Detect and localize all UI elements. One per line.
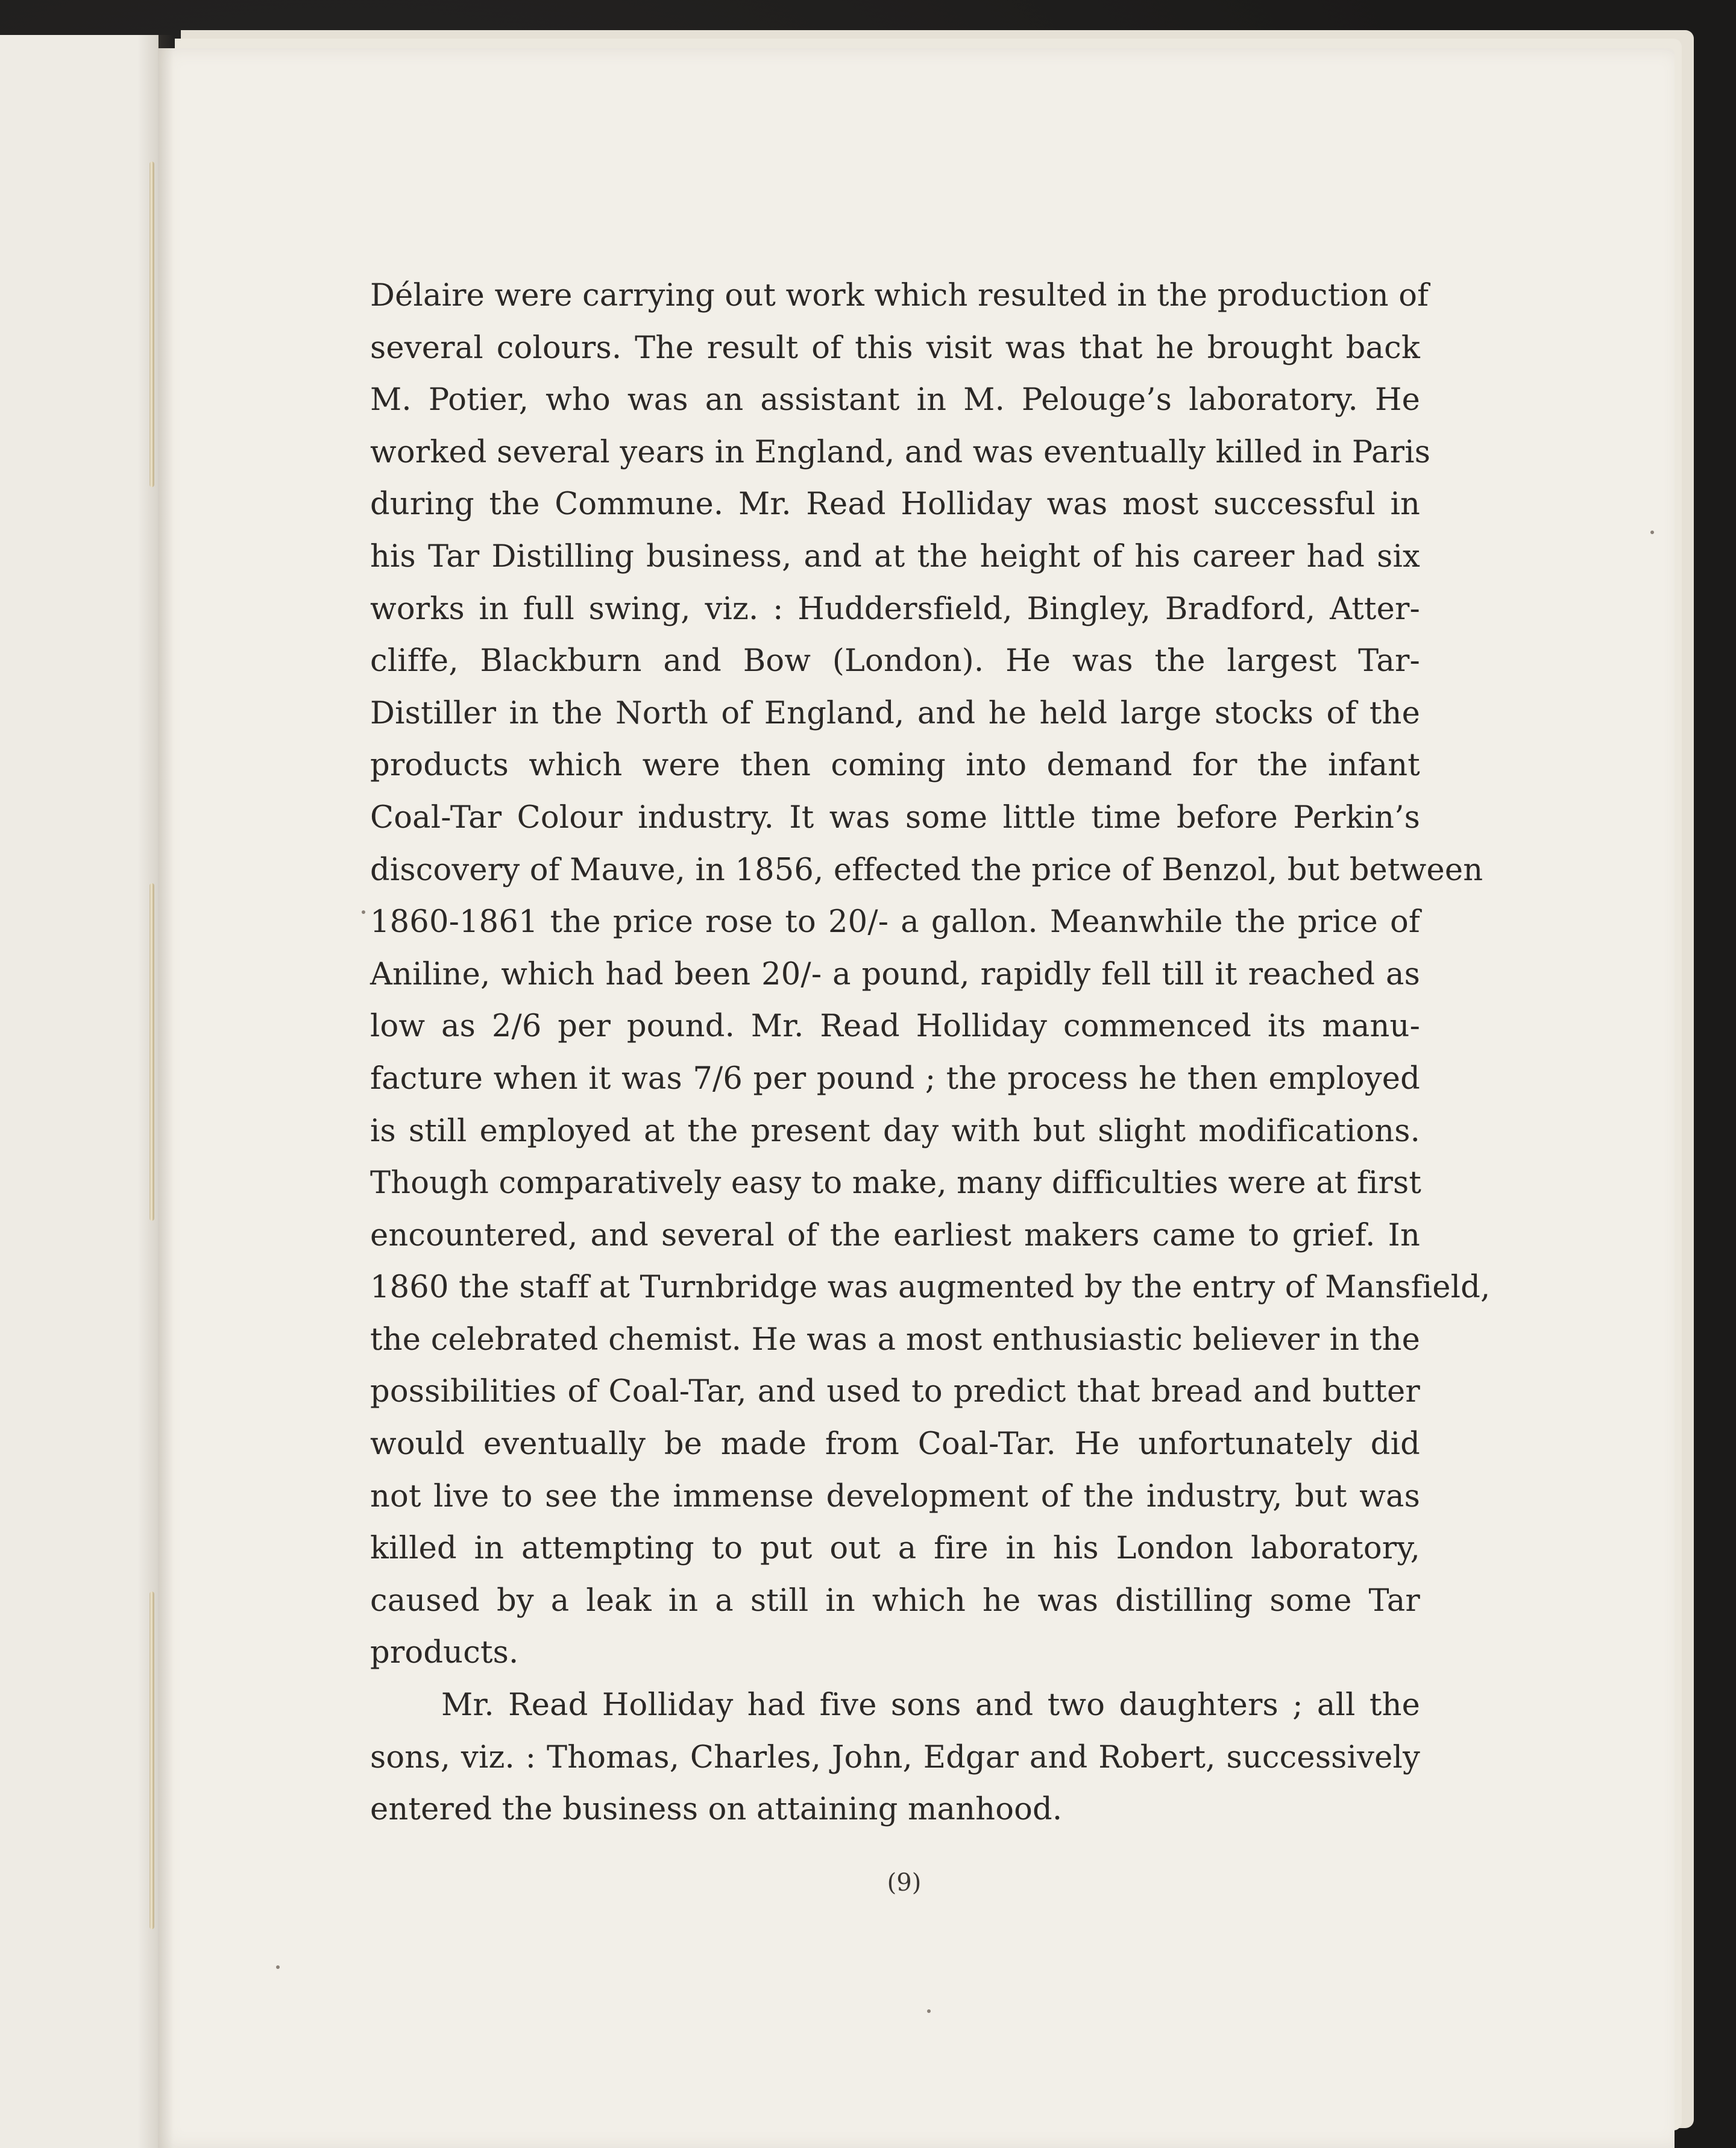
binding-thread (149, 1592, 154, 1929)
text-line: M. Potier, who was an assistant in M. Pelouge’s laboratory. He (370, 382, 1420, 418)
binding-thread (149, 883, 154, 1221)
text-line: caused by a leak in a still in which he was distilling some Tar (370, 1583, 1420, 1619)
binding-gutter (137, 35, 174, 2148)
text-line: would eventually be made from Coal-Tar. He unfortunately did (370, 1426, 1420, 1463)
text-line: works in full swing, viz. : Huddersfield, Bingley, Bradford, Atter- (370, 591, 1420, 627)
text-line: possibilities of Coal-Tar, and used to predict that bread and butter (370, 1374, 1420, 1410)
text-line: several colours. The result of this visit was that he brought back (370, 330, 1420, 366)
text-line: during the Commune. Mr. Read Holliday was most successful in (370, 487, 1420, 523)
text-line: Aniline, which had been 20/- a pound, rapidly fell till it reached as (370, 956, 1420, 992)
text-line: Mr. Read Holliday had five sons and two daughters ; all the (441, 1687, 1420, 1724)
text-line: discovery of Mauve, in 1856, effected the price of Benzol, but between (370, 852, 1483, 888)
left-page (0, 35, 159, 2148)
body-text (370, 270, 1491, 1836)
paper-speck (1650, 531, 1654, 534)
text-line: encountered, and several of the earliest makers came to grief. In (370, 1217, 1420, 1253)
binding-thread (149, 162, 154, 487)
text-line: 1860-1861 the price rose to 20/- a gallon. Meanwhile the price of (370, 904, 1420, 940)
paper-speck (276, 1965, 280, 1969)
text-line: killed in attempting to put out a fire in his London laboratory, (370, 1531, 1420, 1567)
paragraph-2 (370, 1680, 1420, 1836)
text-line: not live to see the immense development of the industry, but was (370, 1478, 1420, 1514)
text-line: Délaire were carrying out work which resulted in the production of (370, 278, 1429, 313)
text-line: Though comparatively easy to make, many difficulties were at first (370, 1165, 1422, 1202)
text-line: 1860 the staff at Turnbridge was augmented by the entry of Mansfield, (370, 1270, 1491, 1306)
paper-speck (927, 2009, 931, 2013)
text-line: sons, viz. : Thomas, Charles, John, Edgar and Robert, successively (370, 1739, 1420, 1775)
text-line: products. (370, 1635, 519, 1671)
text-line: the celebrated chemist. He was a most enthusiastic believer in the (370, 1321, 1420, 1358)
text-line: low as 2/6 per pound. Mr. Read Holliday commenced its manu- (370, 1009, 1420, 1045)
text-line: cliffe, Blackburn and Bow (London). He was the largest Tar- (370, 643, 1420, 679)
text-line: Coal-Tar Colour industry. It was some little time before Perkin’s (370, 799, 1420, 836)
paper-speck (362, 910, 365, 914)
paragraph-1 (370, 270, 1491, 1680)
text-line: products which were then coming into demand for the infant (370, 748, 1420, 784)
text-line: entered the business on attaining manhood. (370, 1792, 1063, 1828)
page-number: (9) (887, 1869, 922, 1897)
text-line: facture when it was 7/6 per pound ; the process he then employed (370, 1060, 1420, 1097)
text-line: is still employed at the present day with but slight modifications. (370, 1113, 1420, 1149)
text-line: worked several years in England, and was eventually killed in Paris (370, 434, 1431, 470)
text-line: Distiller in the North of England, and he held large stocks of the (370, 695, 1420, 731)
text-line: his Tar Distilling business, and at the height of his career had six (370, 538, 1420, 575)
